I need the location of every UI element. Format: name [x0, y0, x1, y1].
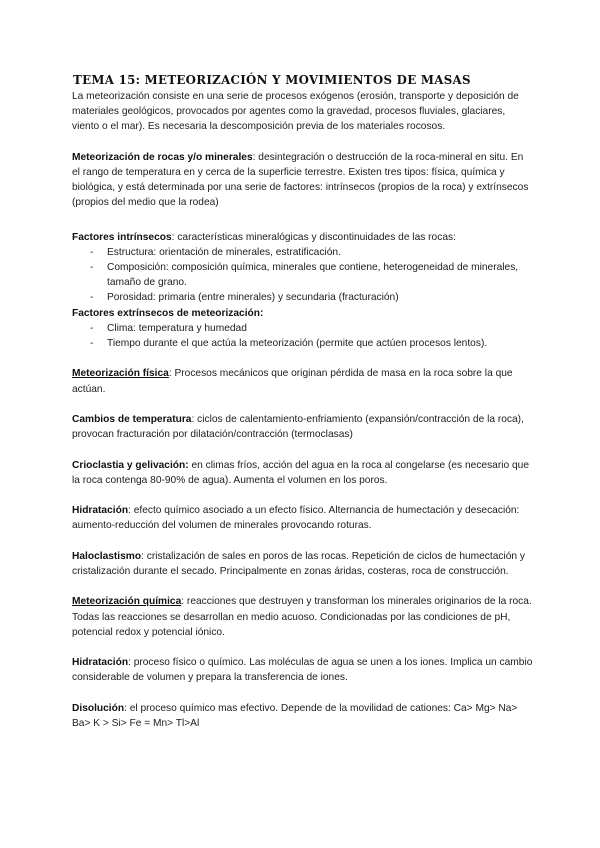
- list-item-text: Estructura: orientación de minerales, estratificación.: [107, 246, 341, 258]
- paragraph-factores-intrinsecos: [72, 230, 534, 245]
- intro-paragraph: La meteorización consiste en una serie de procesos exógenos (erosión, transporte y deposición de materiales geológicos, provocados por agentes como la gravedad, procesos fluviales, glaciares, viento o el mar). Es necesaria la descomposición previa de los materiales rocosos.: [72, 91, 519, 133]
- document-content: [72, 72, 534, 731]
- paragraph-crioclastia: [72, 458, 534, 488]
- term-cambios-temperatura: Cambios de temperatura: [72, 414, 192, 426]
- paragraph-disolucion: [72, 701, 534, 731]
- list-item: [72, 260, 534, 290]
- paragraph-haloclastismo: [72, 549, 534, 579]
- dash-bullet: -: [90, 246, 94, 258]
- term-hidratacion-fisica: Hidratación: [72, 505, 129, 517]
- list-item-text: Composición: composición química, minerales que contiene, heterogeneidad de minerales, tamaño de grano.: [107, 262, 519, 289]
- paragraph-meteorizacion-quimica: [72, 594, 534, 640]
- list-item: [72, 336, 534, 351]
- list-factores-extrinsecos: [72, 321, 534, 351]
- heading-factores-extrinsecos: [72, 306, 534, 321]
- paragraph-hidratacion-quimica: [72, 655, 534, 685]
- text-haloclastismo: : cristalización de sales en poros de las rocas. Repetición de ciclos de humectación y cristalización durante el secado. Principalmente en zonas áridas, costeras, roca de construcción.: [72, 550, 526, 577]
- paragraph-meteorizacion-rocas: [72, 150, 534, 211]
- dash-bullet: -: [90, 322, 94, 334]
- paragraph-meteorizacion-fisica: [72, 366, 534, 396]
- text-meteorizacion-quimica: : reacciones que destruyen y transforman los minerales originarios de la roca. Todas las reacciones se desarrollan en medio acuoso. Condicionadas por las condiciones de pH, potencial redox y potencial iónico.: [72, 596, 532, 638]
- list-item-text: Tiempo durante el que actúa la meteorización (permite que actúen procesos lentos).: [107, 338, 488, 350]
- text-factores-intrinsecos: : características mineralógicas y discontinuidades de las rocas:: [171, 231, 456, 243]
- text-disolucion: : el proceso químico mas efectivo. Depende de la movilidad de cationes: Ca> Mg> Na> Ba> K > Si> Fe = Mn> Tl>Al: [72, 702, 518, 729]
- list-factores-intrinsecos: [72, 245, 534, 306]
- list-item: [72, 321, 534, 336]
- term-meteorizacion-fisica: Meteorización física: [72, 368, 169, 380]
- page-title: TEMA 15: METEORIZACIÓN Y MOVIMIENTOS DE MASAS: [73, 73, 471, 87]
- text-hidratacion-quimica: : proceso físico o químico. Las moléculas de agua se unen a los iones. Implica un cambio considerable de volumen y prepara la transferencia de iones.: [72, 657, 533, 684]
- term-haloclastismo: Haloclastismo: [72, 550, 142, 562]
- dash-bullet: -: [90, 292, 94, 304]
- list-item-text: Clima: temperatura y humedad: [107, 322, 247, 334]
- dash-bullet: -: [90, 262, 94, 274]
- term-disolucion: Disolución: [72, 702, 125, 714]
- list-item: [72, 245, 534, 260]
- text-crioclastia: en climas fríos, acción del agua en la roca al congelarse (es necesario que la roca contenga 80-90% de agua). Aumenta el volumen en los poros.: [72, 459, 529, 486]
- dash-bullet: -: [90, 338, 94, 350]
- paragraph-cambios-temperatura: [72, 412, 534, 442]
- text-meteorizacion-rocas: : desintegración o destrucción de la roca-mineral en situ. En el rango de temperatura en y cerca de la superficie terrestre. Existen tres tipos: física, química y biológica, y está determinada por una serie de factores: intrínsecos (propios de la roca) y extrínsecos (propios del medio que la rodea): [72, 151, 529, 209]
- term-meteorizacion-rocas: Meteorización de rocas y/o minerales: [72, 151, 253, 163]
- text-cambios-temperatura: : ciclos de calentamiento-enfriamiento (expansión/contracción de la roca), provocan fracturación por dilatación/contracción (termoclasas): [72, 414, 524, 441]
- term-factores-intrinsecos: Factores intrínsecos: [72, 231, 172, 243]
- text-meteorizacion-fisica: : Procesos mecánicos que originan pérdida de masa en la roca sobre la que actúan.: [72, 368, 513, 395]
- term-crioclastia: Crioclastia y gelivación:: [72, 459, 189, 471]
- list-item-text: Porosidad: primaria (entre minerales) y secundaria (fracturación): [107, 292, 399, 304]
- text-hidratacion-fisica: : efecto químico asociado a un efecto físico. Alternancia de humectación y desecación: aumento-reducción del volumen de minerales provocando roturas.: [72, 505, 520, 532]
- term-factores-extrinsecos: Factores extrínsecos de meteorización:: [72, 307, 264, 319]
- term-hidratacion-quimica: Hidratación: [72, 657, 129, 669]
- term-meteorizacion-quimica: Meteorización química: [72, 596, 182, 608]
- list-item: [72, 290, 534, 305]
- paragraph-hidratacion-fisica: [72, 503, 534, 533]
